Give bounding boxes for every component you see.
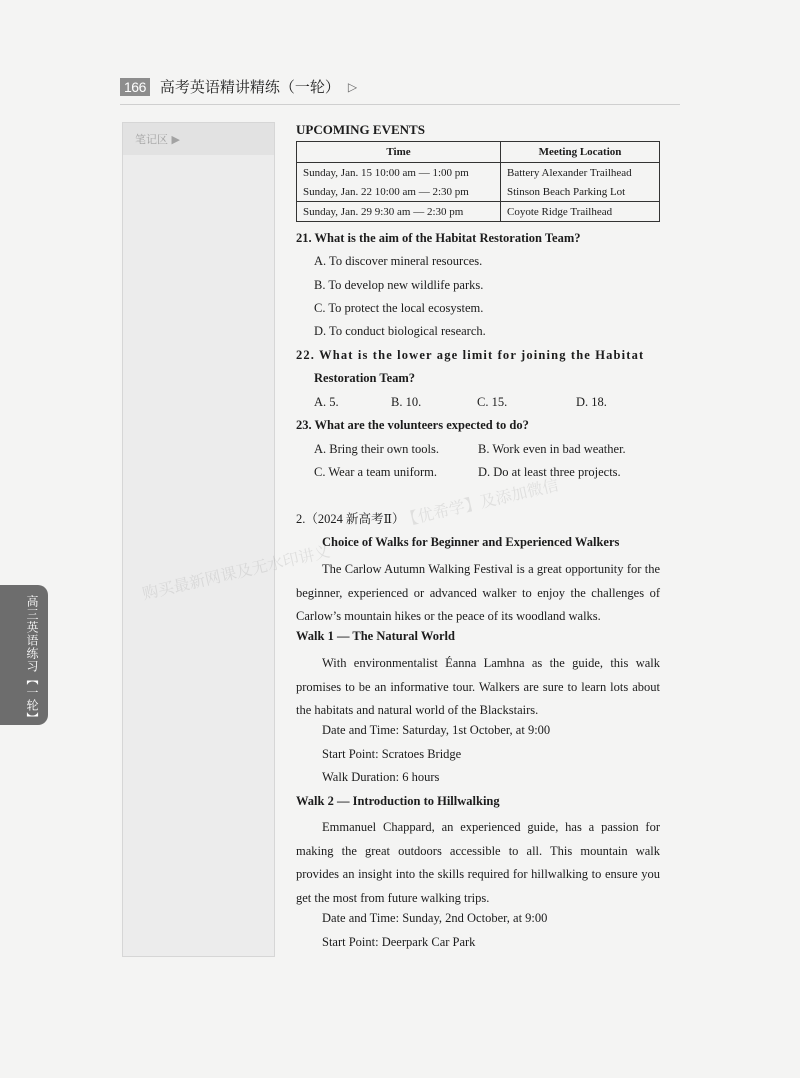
table-cell-location: Battery Alexander Trailhead [501,163,660,183]
watermark-right: 【优希学】及添加微信 [400,475,561,530]
option-21c: C. To protect the local ecosystem. [314,301,484,315]
table-row [297,202,660,222]
page-header [120,76,357,97]
walk1-duration: Walk Duration: 6 hours [322,770,440,784]
page-number: 166 [120,78,150,96]
option-21b: B. To develop new wildlife parks. [314,278,484,292]
notes-panel [122,122,275,957]
table-header-time: Time [297,142,501,163]
table-header-location: Meeting Location [501,142,660,163]
walk2-heading: Walk 2 — Introduction to Hillwalking [296,794,500,808]
question-21: 21. What is the aim of the Habitat Restoration Team? [296,231,581,245]
arrow-icon: ▷ [347,79,358,94]
option-22c: C. 15. [477,395,508,409]
walk1-start: Start Point: Scratoes Bridge [322,747,462,761]
option-23c: C. Wear a team uniform. [314,465,438,479]
option-23d: D. Do at least three projects. [478,465,621,479]
table-cell-time: Sunday, Jan. 15 10:00 am — 1:00 pm [297,163,501,183]
walk1-date: Date and Time: Saturday, 1st October, at 9:00 [322,723,551,737]
table-row [297,182,660,202]
option-22a: A. 5. [314,395,339,409]
passage-title: Choice of Walks for Beginner and Experienced Walkers [322,535,620,549]
walk1-description: With environmentalist Éanna Lamhna as the guide, this walk promises to be an informative tour. Walkers are sure to learn lots about the habitats and natural world of the Blackstairs. [296,656,660,717]
question-22-cont: Restoration Team? [314,371,416,385]
option-22b: B. 10. [391,395,422,409]
question-23: 23. What are the volunteers expected to do? [296,418,529,432]
option-23a: A. Bring their own tools. [314,442,439,456]
option-21d: D. To conduct biological research. [314,324,486,338]
table-header-row [297,142,660,163]
side-tab-label: 高三英语练习【一轮】 [25,595,39,725]
events-table [296,141,660,222]
table-cell-time: Sunday, Jan. 29 9:30 am — 2:30 pm [297,202,501,222]
walk1-heading: Walk 1 — The Natural World [296,629,455,643]
watermark-left: 购买最新网课及无水印讲义 [140,541,332,604]
option-21a: A. To discover mineral resources. [314,254,483,268]
question-22: 22. What is the lower age limit for joining the Habitat [296,348,645,362]
book-title: 高考英语精讲精练（一轮） [159,78,340,96]
walk2-start: Start Point: Deerpark Car Park [322,935,476,949]
passage-intro: The Carlow Autumn Walking Festival is a great opportunity for the beginner, experienced or advanced walker to enjoy the challenges of Carlow’s mountain hikes or the peace of its woodland walks. [296,562,660,623]
option-23b: B. Work even in bad weather. [478,442,626,456]
passage-source: 2.（2024 新高考Ⅱ） [296,512,405,526]
option-22d: D. 18. [576,395,607,409]
table-cell-location: Coyote Ridge Trailhead [501,202,660,222]
events-title: UPCOMING EVENTS [296,122,425,137]
side-tab [0,585,48,725]
walk2-date: Date and Time: Sunday, 2nd October, at 9:00 [322,911,548,925]
table-cell-time: Sunday, Jan. 22 10:00 am — 2:30 pm [297,182,501,202]
notes-label: 笔记区 ▶ [123,123,274,155]
header-divider [120,104,680,105]
table-row [297,163,660,183]
table-cell-location: Stinson Beach Parking Lot [501,182,660,202]
walk2-description: Emmanuel Chappard, an experienced guide, has a passion for making the great outdoors accessible to all. This mountain walk provides an insight into the skills required for hillwalking to ensure you get the most from future walking trips. [296,820,660,905]
